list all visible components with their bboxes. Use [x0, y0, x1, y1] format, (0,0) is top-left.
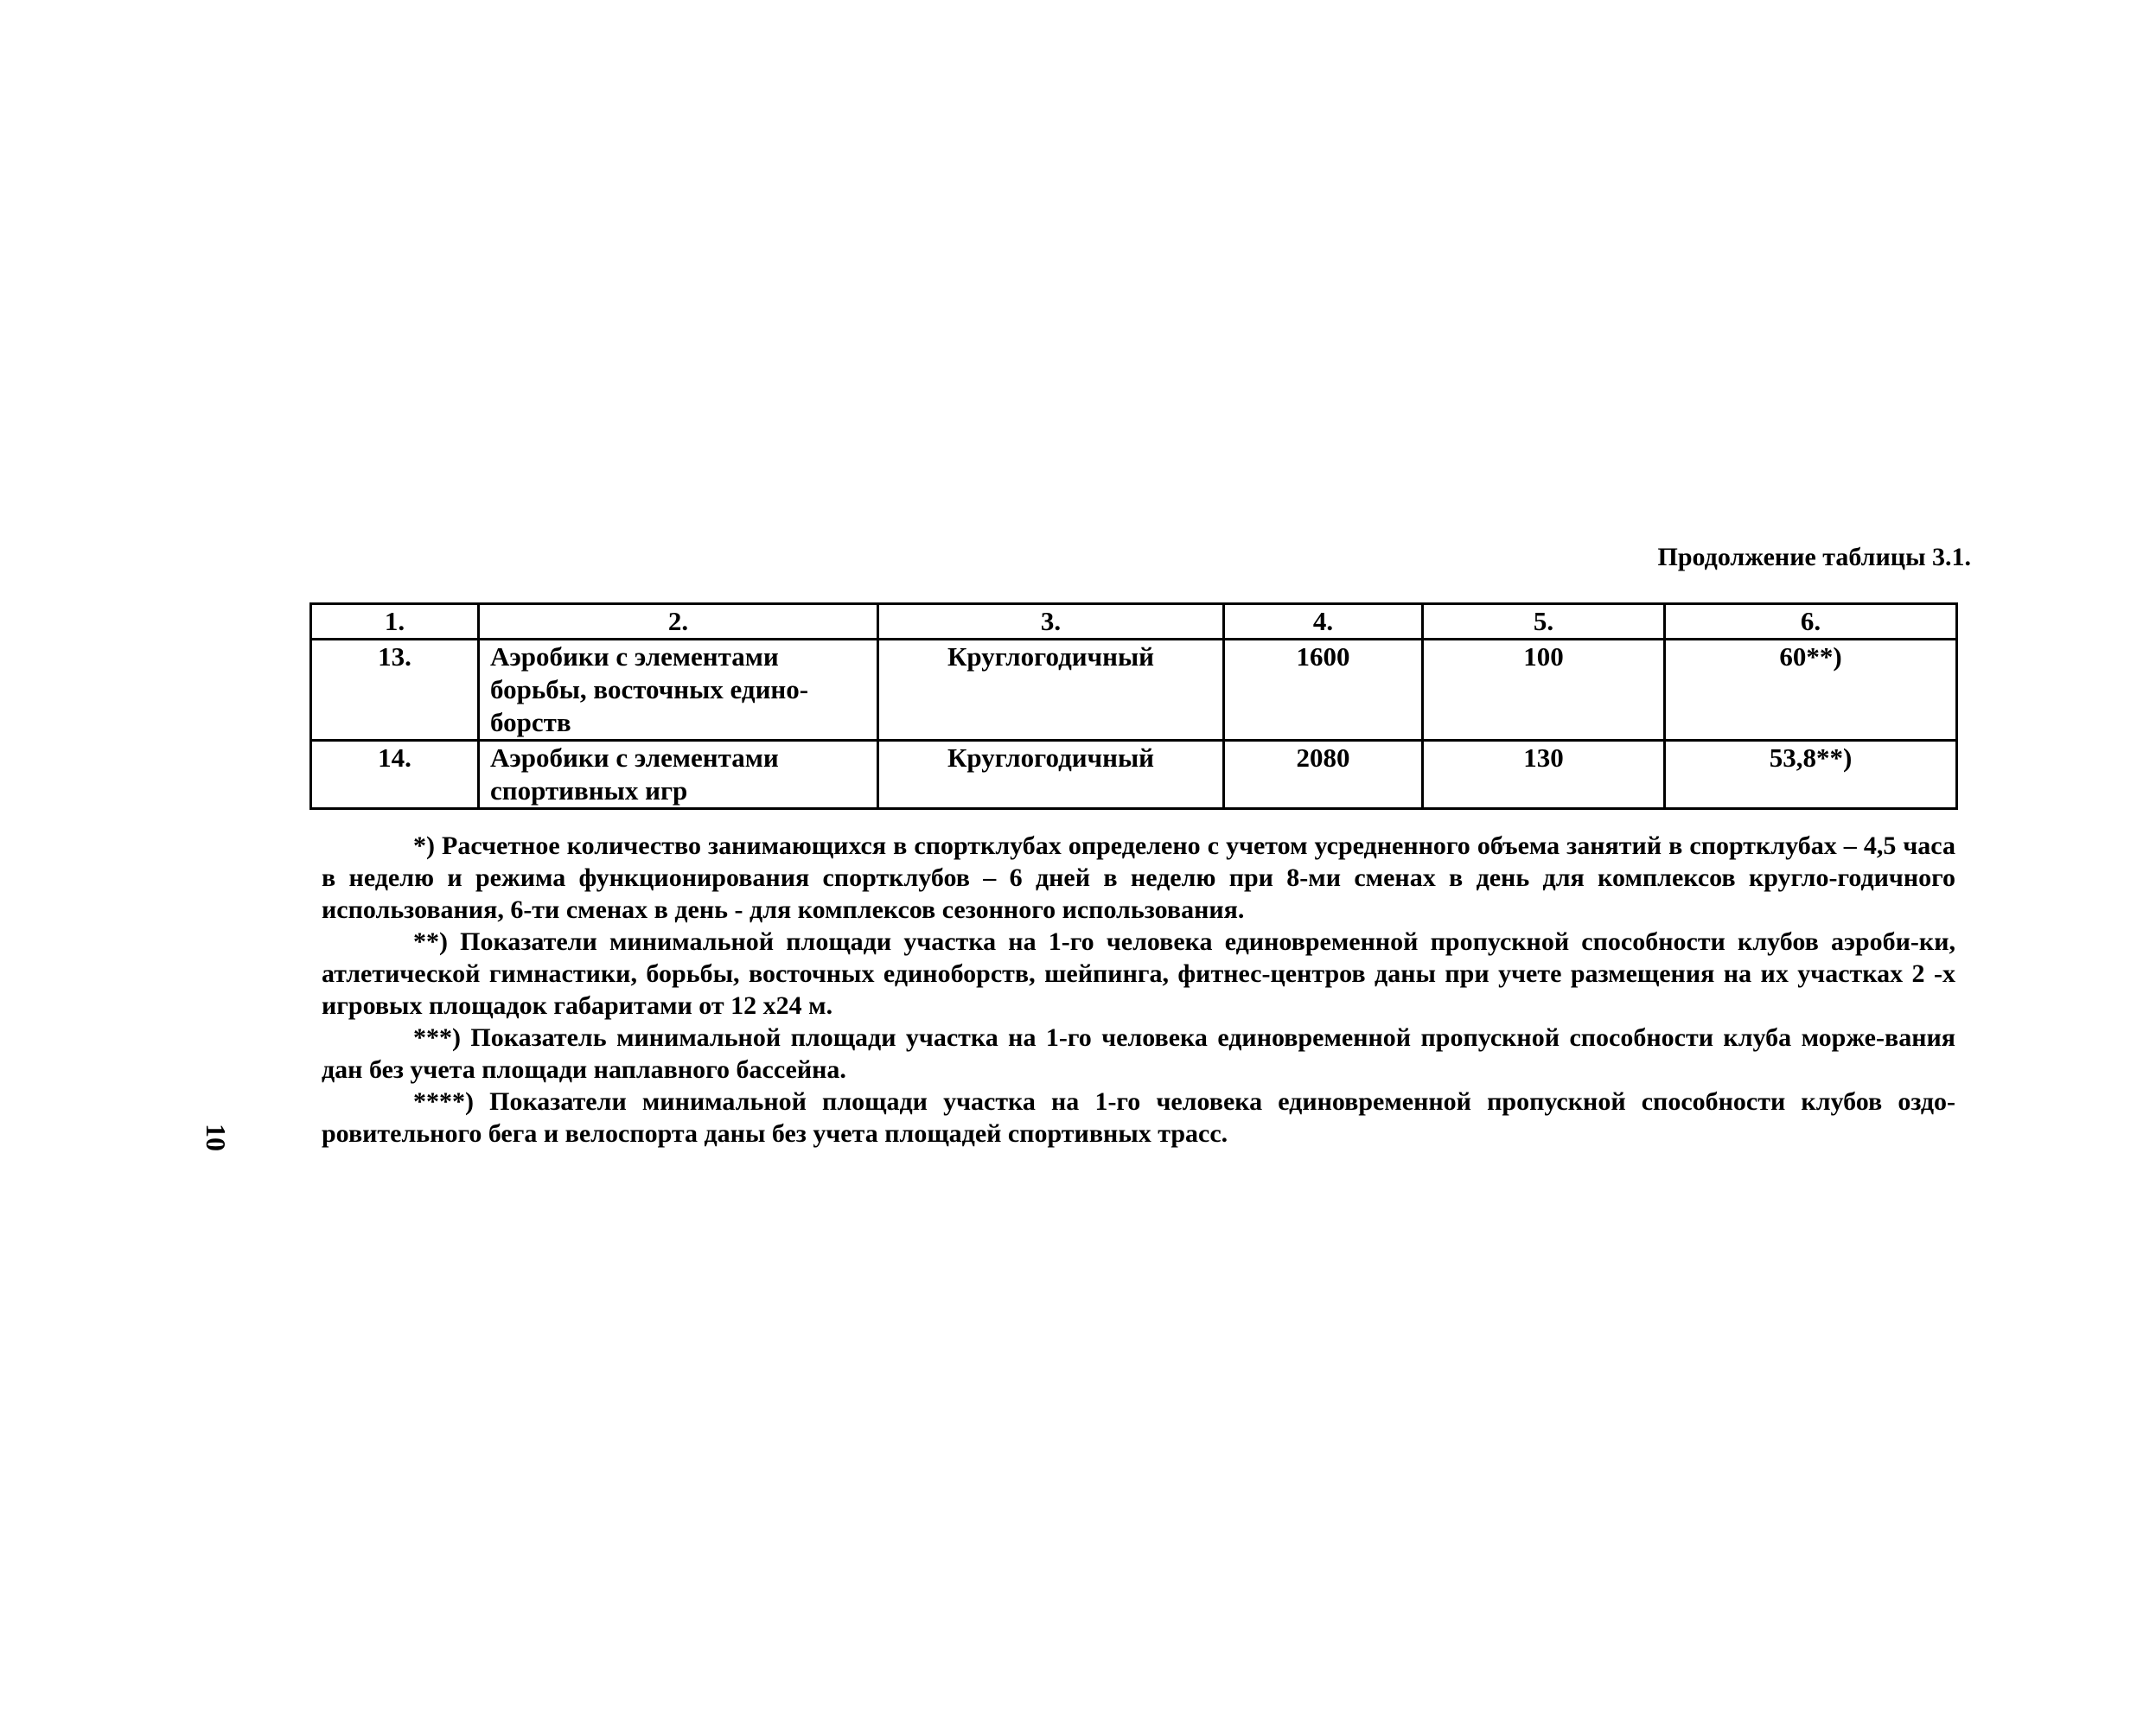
footnotes [322, 830, 1955, 1150]
column-header: 1. [311, 604, 479, 640]
value-col-4: 1600 [1224, 640, 1423, 741]
table-header-row [311, 604, 1957, 640]
table-row [311, 640, 1957, 741]
page-number: 10 [201, 1124, 232, 1151]
club-type: Аэробики с элементами борьбы, восточных едино-борств [479, 640, 878, 741]
footnote-4: ****) Показатели минимальной площади участка на 1-го человека единовременной пропускной способности клубов оздо-ровительного бега и велоспорта даны без учета площадей спортивных трасс. [322, 1087, 1955, 1148]
row-number: 14. [311, 741, 479, 809]
column-header: 2. [479, 604, 878, 640]
column-header: 3. [878, 604, 1224, 640]
table-row [311, 741, 1957, 809]
table-caption: Продолжение таблицы 3.1. [1657, 543, 1971, 571]
footnote-3: ***) Показатель минимальной площади участка на 1-го человека единовременной пропускной способности клуба морже-вания дан без учета площади наплавного бассейна. [322, 1023, 1955, 1084]
operation-mode: Круглогодичный [878, 741, 1224, 809]
data-table [309, 602, 1958, 810]
column-header: 4. [1224, 604, 1423, 640]
column-header: 5. [1423, 604, 1665, 640]
value-col-5: 130 [1423, 741, 1665, 809]
club-type: Аэробики с элементами спортивных игр [479, 741, 878, 809]
value-col-4: 2080 [1224, 741, 1423, 809]
footnote-2: **) Показатели минимальной площади участка на 1-го человека единовременной пропускной способности клубов аэроби-ки, атлетической гимнастики, борьбы, восточных единоборств, шейпинга, фитнес-центров даны при учете размещения на их участках 2 -х игровых площадок габаритами от 12 х24 м. [322, 927, 1955, 1020]
operation-mode: Круглогодичный [878, 640, 1224, 741]
value-col-5: 100 [1423, 640, 1665, 741]
value-col-6: 53,8**) [1665, 741, 1957, 809]
column-header: 6. [1665, 604, 1957, 640]
footnote-1: *) Расчетное количество занимающихся в спортклубах определено с учетом усредненного объема занятий в спортклубах – 4,5 часа в неделю и режима функционирования спортклубов – 6 дней в неделю при 8-ми сменах в день для комплексов кругло-годичного использования, 6-ти сменах в день - для комплексов сезонного использования. [322, 831, 1955, 924]
value-col-6: 60**) [1665, 640, 1957, 741]
row-number: 13. [311, 640, 479, 741]
